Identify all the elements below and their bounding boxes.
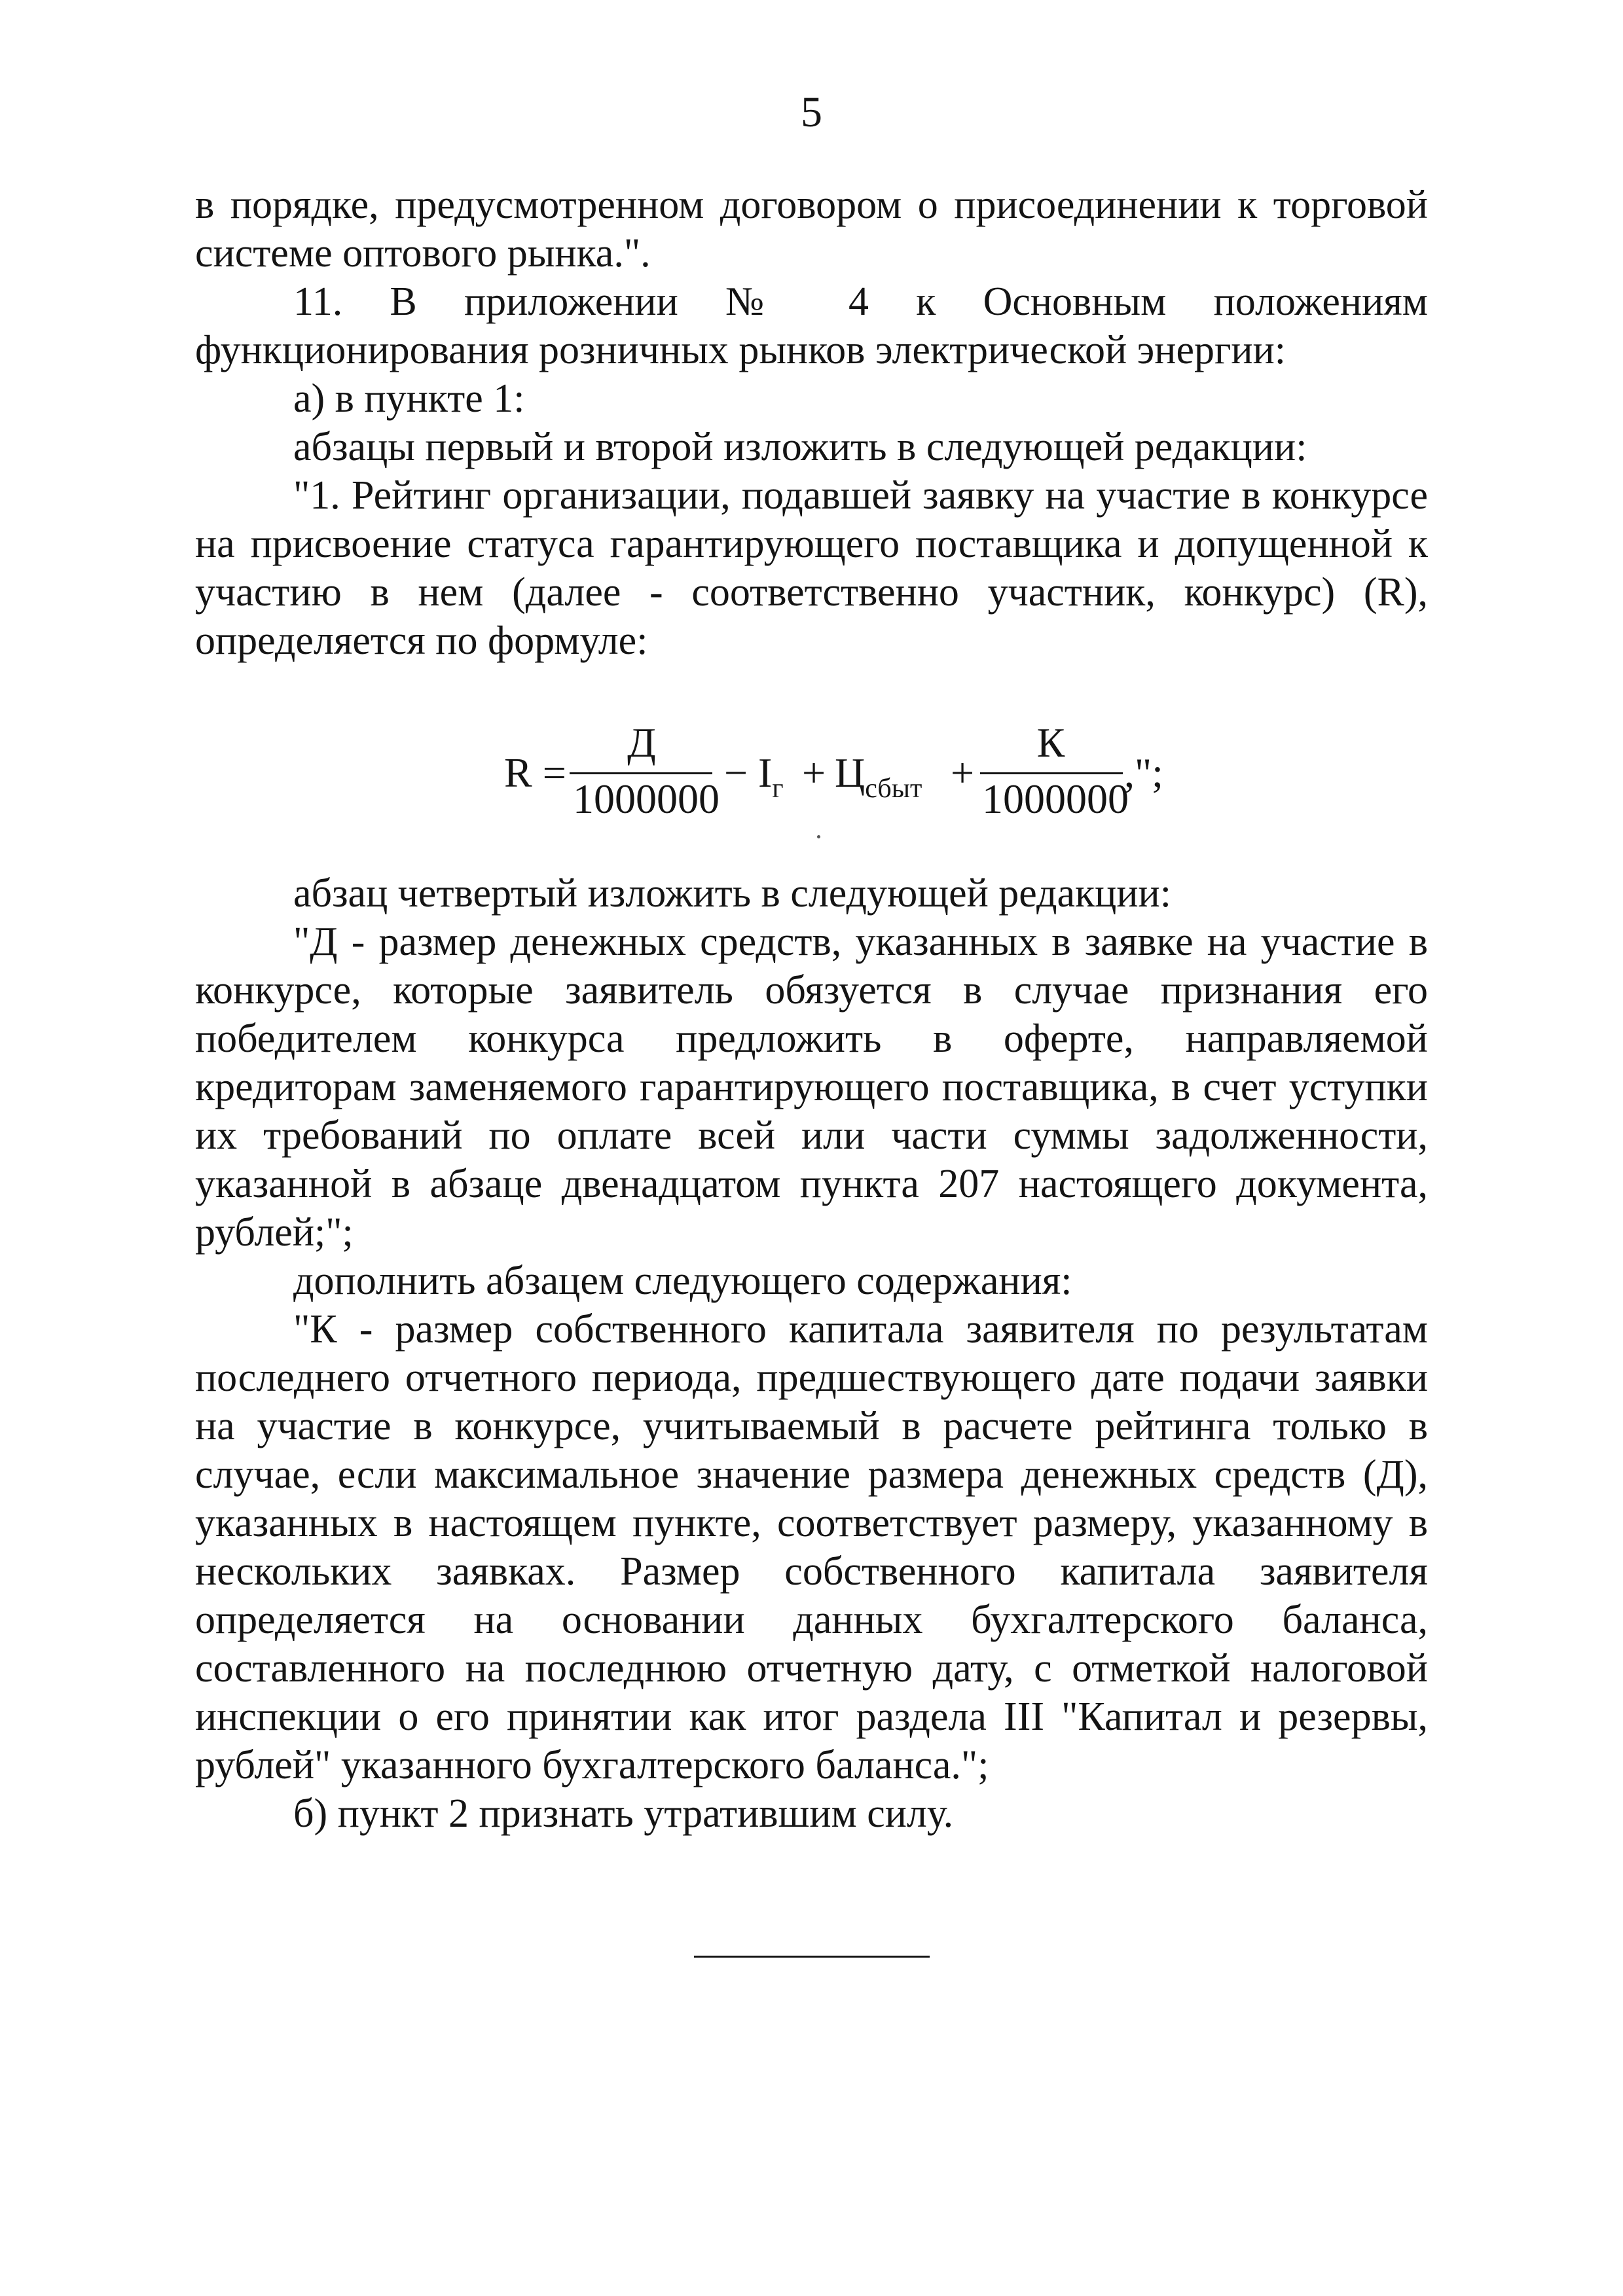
formula-c-term [835,749,922,804]
paragraph-instruction-1: абзацы первый и второй изложить в следующей редакции: [293,425,1307,469]
formula-fraction1-numerator: Д [627,719,656,766]
formula-fraction2-denominator: 1000000 [982,776,1129,822]
top-text-block [195,181,1428,665]
bottom-text-block [195,869,1428,1838]
formula-c-subscript: сбыт [865,774,922,804]
formula-lhs: R = [504,749,566,796]
paragraph-item-11: 11. В приложении № 4 к Основным положениям функционирования розничных рынков электрической энергии: [195,279,1428,372]
paragraph-instruction-add: дополнить абзацем следующего содержания: [293,1259,1072,1303]
paragraph-subitem-a: а) в пункте 1: [293,376,525,421]
formula-fraction2-numerator: К [1036,719,1065,766]
paragraph-continuation: в порядке, предусмотренном договором о присоединении к торговой системе оптового рынка.". [195,183,1428,276]
scan-speck [817,835,820,838]
formula-fraction1-bar [570,772,712,774]
formula-fraction1-denominator: 1000000 [573,776,720,822]
formula-i-subscript: г [772,774,784,804]
formula-tail: ,"; [1124,749,1163,796]
paragraph-instruction-4: абзац четвертый изложить в следующей редакции: [293,871,1171,916]
formula-c-main: Ц [835,749,866,796]
paragraph-d-definition: "Д - размер денежных средств, указанных в заявке на участие в конкурсе, которые заявитель обязуется в случае признания его победителем конкурса предложить в оферте, направляемой кредиторам заменяемого гарантирующего поставщика, в счет уступки их требований по оплате всей или части суммы задолженности, указанной в абзаце двенадцатом пункта 207 настоящего документа, рублей;"; [195,920,1428,1255]
formula-fraction2-bar [980,772,1123,774]
formula-plus-2: + [951,749,975,796]
formula-plus-1: + [802,749,826,796]
formula-i-main: I [758,749,773,796]
paragraph-k-definition: "К - размер собственного капитала заявителя по результатам последнего отчетного периода, предшествующего дате подачи заявки на участие в конкурсе, учитываемый в расчете рейтинга только в случае, если максимальное значение размера денежных средств (Д), указанных в настоящем пункте, соответствует размеру, указанному в нескольких заявках. Размер собственного капитала заявителя определяется на основании данных бухгалтерского баланса, составленного на последнюю отчетную дату, с отметкой налоговой инспекции о его принятии как итог раздела III "Капитал и резервы, рублей" указанного бухгалтерского баланса."; [195,1307,1428,1787]
page-number: 5 [801,88,822,136]
paragraph-subitem-b: б) пункт 2 признать утратившим силу. [293,1791,954,1836]
formula-minus: − [724,749,748,796]
rating-formula [504,719,1163,830]
end-of-document-rule [694,1956,930,1958]
paragraph-rating-definition: "1. Рейтинг организации, подавшей заявку на участие в конкурсе на присвоение статуса гарантирующего поставщика и допущенной к участию в нем (далее - соответственно участник, конкурс) (R), определяется по формуле: [195,473,1428,663]
formula-i-term [758,749,784,804]
